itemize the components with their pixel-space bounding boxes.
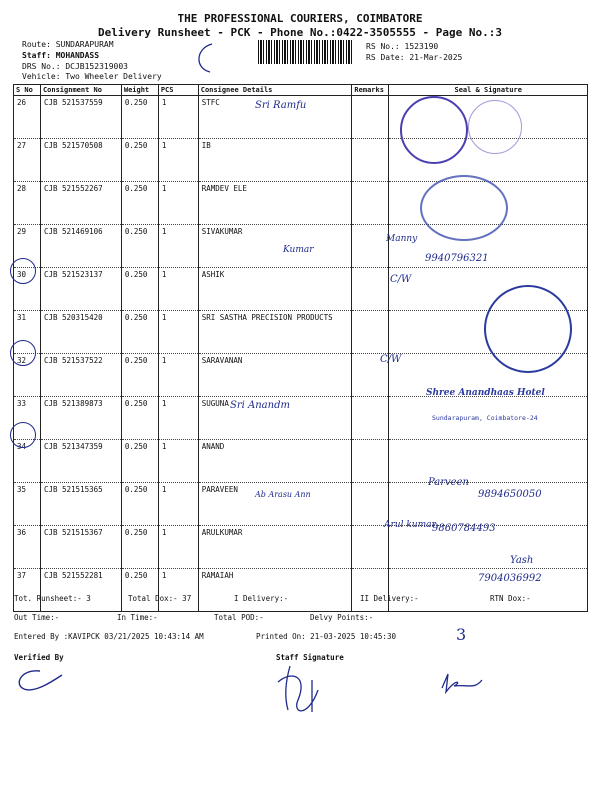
cell-sno: 37 [14,569,41,612]
table-header-row [14,85,588,96]
staff-signature-icon [268,660,338,720]
cell-consignee: PARAVEEN [198,483,352,526]
rtn-dox: RTN Dox:- [490,594,531,603]
cell-pcs: 1 [158,311,198,354]
cell-sno: 27 [14,139,41,182]
cell-remarks [352,526,389,569]
cell-sno: 31 [14,311,41,354]
cell-weight: 0.250 [121,182,158,225]
shriram-stamp-2 [468,100,522,154]
col-pcs: PCS [158,85,198,96]
hw-row36-a: Arul kumar [384,520,436,530]
hw-row36-phone: 9860784493 [432,523,496,534]
hw-row35-a: Ab Arasu Ann [255,490,311,499]
hw-row37-phone: 7904036992 [478,573,542,584]
hw-row26: Sri Ramfu [255,100,307,111]
shriram-stamp [400,96,468,164]
cell-sno: 29 [14,225,41,268]
anandhaas-stamp-address: Sundarapuram, Coimbatore-24 [432,414,538,422]
cell-pcs: 1 [158,139,198,182]
cell-remarks [352,139,389,182]
cell-sno: 33 [14,397,41,440]
vehicle-label: Vehicle: Two Wheeler Delivery [22,72,162,81]
cell-consignment: CJB 521469106 [40,225,121,268]
cell-remarks [352,440,389,483]
total-pod: Total POD:- [214,613,264,622]
cell-remarks [352,182,389,225]
cell-pcs: 1 [158,397,198,440]
cell-consignee: SARAVANAN [198,354,352,397]
col-weight: Weight [121,85,158,96]
cell-sno: 34 [14,440,41,483]
delvy-points: Delvy Points:- [310,613,374,622]
barcode [258,40,352,64]
cell-consignee: SRI SASTHA PRECISION PRODUCTS [198,311,352,354]
cell-weight: 0.250 [121,225,158,268]
cell-consignment: CJB 521570508 [40,139,121,182]
hw-row30: C/W [390,274,412,285]
cell-signature [389,440,588,483]
cell-weight: 0.250 [121,440,158,483]
cell-pcs: 1 [158,483,198,526]
cell-consignment: CJB 520315420 [40,311,121,354]
rs-date: RS Date: 21-Mar-2025 [366,53,463,62]
staff-signature: Staff Signature [276,653,344,662]
verified-by: Verified By [14,653,64,662]
cell-consignee: ARULKUMAR [198,526,352,569]
cell-consignment: CJB 521347359 [40,440,121,483]
hw-row29-phone: 9940796321 [425,253,489,264]
cell-remarks [352,96,389,139]
circle-mark-30 [10,258,36,284]
cell-consignment: CJB 521515367 [40,526,121,569]
cell-sno: 32 [14,354,41,397]
cell-pcs: 1 [158,440,198,483]
cell-pcs: 1 [158,569,198,612]
hw-row35-b: Parveen [428,477,469,488]
cell-pcs: 1 [158,354,198,397]
cell-consignee: SUGUNA [198,397,352,440]
hw-row29-a: Kumar [283,245,314,255]
cell-pcs: 1 [158,526,198,569]
cell-remarks [352,268,389,311]
cell-weight: 0.250 [121,96,158,139]
hw-row37-a: Yash [510,555,534,566]
ramdev-stamp [420,175,508,241]
cell-consignment: CJB 521552281 [40,569,121,612]
cell-pcs: 1 [158,182,198,225]
company-title: THE PROFESSIONAL COURIERS, COIMBATORE [177,12,423,25]
cell-weight: 0.250 [121,311,158,354]
cell-weight: 0.250 [121,268,158,311]
cell-sno: 36 [14,526,41,569]
sastha-stamp [484,285,572,373]
cell-sno: 28 [14,182,41,225]
cell-consignment: CJB 521537559 [40,96,121,139]
cell-consignment: CJB 521537522 [40,354,121,397]
in-time: In Time:- [117,613,158,622]
cell-remarks [352,225,389,268]
out-time: Out Time:- [14,613,60,622]
col-consignee: Consignee Details [198,85,352,96]
cell-consignee: IB [198,139,352,182]
cell-consignee: RAMDEV ELE [198,182,352,225]
anandhaas-stamp-name: Shree Anandhaas Hotel [426,388,545,398]
cell-consignment: CJB 521389873 [40,397,121,440]
cell-pcs: 1 [158,268,198,311]
col-seal-signature: Seal & Signature [389,85,588,96]
cell-remarks [352,569,389,612]
verified-signature-icon [10,665,70,695]
hw-row35-phone: 9894650050 [478,489,542,500]
table-row [14,440,588,483]
route-label: Route: SUNDARAPURAM [22,40,114,49]
rs-no: RS No.: 1523190 [366,42,439,51]
cell-consignee: RAMAIAH [198,569,352,612]
cell-consignee: STFC [198,96,352,139]
cell-pcs: 1 [158,96,198,139]
hw-row32: C/W [380,354,402,365]
col-sno: S No [14,85,41,96]
cell-consignee: ANAND [198,440,352,483]
cell-weight: 0.250 [121,397,158,440]
table-row [14,526,588,569]
cell-consignment: CJB 521552267 [40,182,121,225]
col-remarks: Remarks [352,85,389,96]
cell-weight: 0.250 [121,526,158,569]
entered-by: Entered By :KAVIPCK 03/21/2025 10:43:14 AM [14,632,204,641]
header-mark-icon [190,40,220,76]
cell-remarks [352,397,389,440]
staff-label: Staff: MOHANDASS [22,51,100,60]
cell-consignee: SIVAKUMAR [198,225,352,268]
right-signature-icon [438,668,488,698]
cell-sno: 26 [14,96,41,139]
cell-pcs: 1 [158,225,198,268]
cell-weight: 0.250 [121,569,158,612]
cell-consignment: CJB 521523137 [40,268,121,311]
runsheet-subtitle: Delivery Runsheet - PCK - Phone No.:0422-3505555 - Page No.:3 [98,26,502,39]
cell-sno: 35 [14,483,41,526]
cell-consignee: ASHIK [198,268,352,311]
cell-remarks [352,311,389,354]
hw-row29-b: Manny [386,234,418,244]
col-consignment: Consignment No [40,85,121,96]
total-dox: Total Dox:- 37 [128,594,192,603]
circle-mark-34 [10,422,36,448]
cell-weight: 0.250 [121,139,158,182]
circle-mark-32 [10,340,36,366]
cell-weight: 0.250 [121,354,158,397]
printed-on: Printed On: 21-03-2025 10:45:30 [256,632,396,641]
cell-weight: 0.250 [121,483,158,526]
drs-label: DRS No.: DCJB152319003 [22,62,128,71]
ii-delivery: II Delivery:- [360,594,419,603]
tot-runsheet: Tot. Runsheet:- 3 [14,594,91,603]
hw-page-mark: 3 [456,625,467,644]
hw-row33: Sri Anandm [230,400,290,411]
cell-consignment: CJB 521515365 [40,483,121,526]
cell-sno: 30 [14,268,41,311]
i-delivery: I Delivery:- [234,594,289,603]
